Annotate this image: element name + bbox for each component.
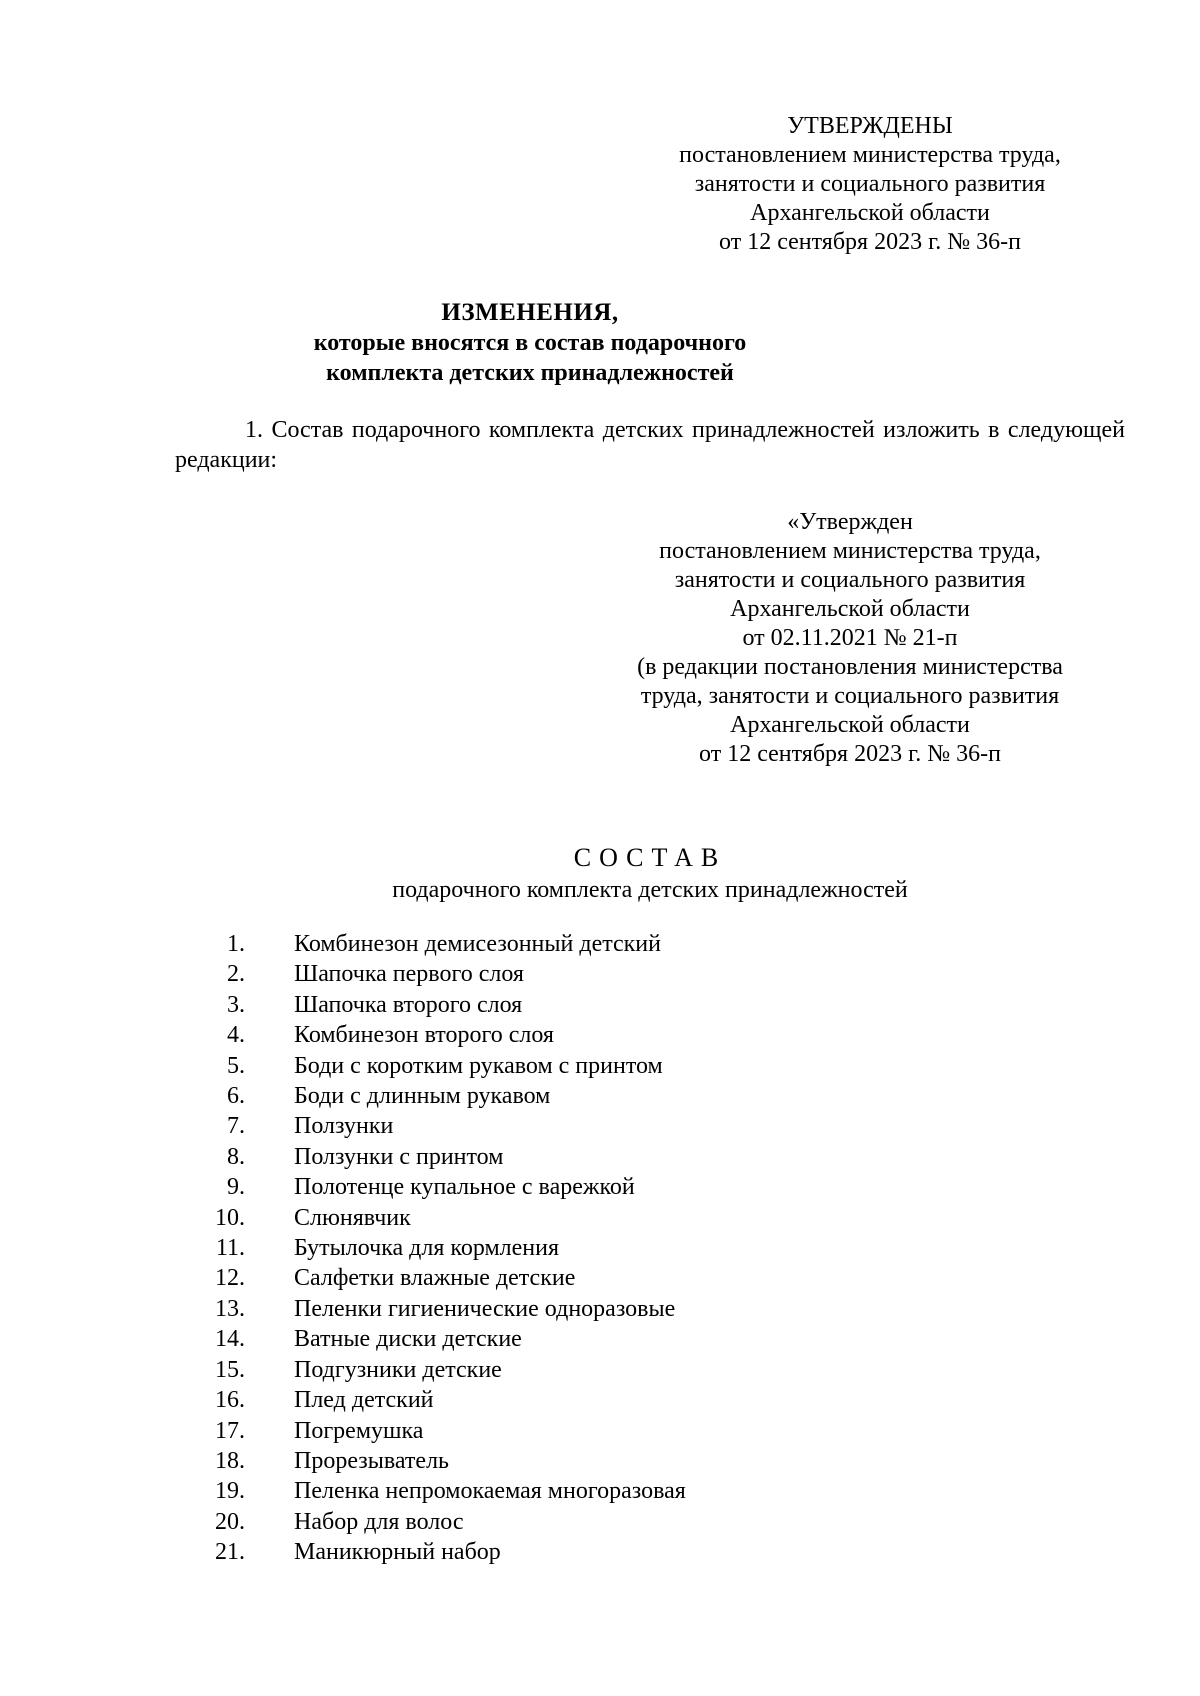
body-paragraph: 1. Состав подарочного комплекта детских принадлежностей изложить в следующей редакции:	[175, 417, 1125, 473]
list-item-text: Шапочка второго слоя	[294, 991, 523, 1018]
list-item-text: Ползунки	[294, 1113, 394, 1140]
list-item	[200, 1416, 900, 1446]
approval2-line: труда, занятости и социального развития	[640, 683, 1060, 709]
list-item-number: 19.	[215, 1478, 245, 1505]
list-item-text: Прорезыватель	[294, 1447, 449, 1474]
list-item	[200, 1081, 900, 1111]
composition-subtitle: подарочного комплекта детских принадлежностей	[392, 877, 908, 903]
approval-line: Архангельской области	[750, 200, 990, 226]
approval-line: постановлением министерства труда,	[679, 142, 1061, 168]
approval2-line: постановлением министерства труда,	[659, 538, 1041, 564]
list-item	[200, 1172, 900, 1202]
list-item-text: Слюнявчик	[294, 1204, 411, 1231]
list-item-text: Полотенце купальное с варежкой	[294, 1174, 635, 1201]
changes-heading: ИЗМЕНЕНИЯ,	[441, 299, 619, 326]
approval2-line: от 02.11.2021 № 21-п	[742, 625, 958, 651]
list-item	[200, 1355, 900, 1385]
list-item-number: 3.	[227, 991, 245, 1018]
list-item	[200, 1385, 900, 1415]
list-item-text: Комбинезон демисезонный детский	[294, 931, 661, 957]
list-item	[200, 1020, 900, 1050]
list-item	[200, 1142, 900, 1172]
list-item-text: Плед детский	[294, 1387, 434, 1414]
list-item-text: Ватные диски детские	[294, 1326, 522, 1353]
list-item	[200, 1507, 900, 1537]
list-item-text: Салфетки влажные детские	[294, 1265, 576, 1292]
list-item-number: 8.	[227, 1143, 245, 1170]
list-item	[200, 1324, 900, 1354]
approval2-line: Архангельской области	[730, 596, 970, 622]
list-item-text: Набор для волос	[294, 1508, 464, 1535]
list-item-text: Пеленка непромокаемая многоразовая	[294, 1478, 686, 1505]
list-item-text: Ползунки с принтом	[294, 1143, 504, 1170]
list-item-number: 1.	[227, 931, 245, 957]
list-item-number: 13.	[215, 1295, 245, 1322]
changes-subtitle-line: которые вносятся в состав подарочного	[313, 330, 747, 356]
list-item-number: 12.	[215, 1265, 245, 1292]
list-item	[200, 990, 900, 1020]
list-item-text: Бутылочка для кормления	[294, 1235, 560, 1262]
composition-heading: СОСТАВ	[573, 843, 727, 872]
list-item-text: Погремушка	[294, 1417, 424, 1444]
composition-title-block	[360, 842, 940, 906]
list-item	[200, 1203, 900, 1233]
list-item	[200, 1294, 900, 1324]
list-item	[200, 929, 900, 959]
list-item-text: Шапочка первого слоя	[294, 961, 524, 988]
approval-stamp-quoted	[610, 508, 1090, 769]
list-item-text: Пеленки гигиенические одноразовые	[294, 1295, 676, 1322]
list-item-number: 6.	[227, 1083, 245, 1110]
list-item-number: 15.	[215, 1356, 245, 1383]
list-item	[200, 1233, 900, 1263]
list-item	[200, 1051, 900, 1081]
list-item-number: 16.	[215, 1387, 245, 1414]
list-item-number: 21.	[215, 1539, 245, 1566]
list-item-number: 17.	[215, 1417, 245, 1444]
approval2-line: от 12 сентября 2023 г. № 36-п	[699, 741, 1001, 767]
list-item-number: 10.	[215, 1204, 245, 1231]
approval2-line: Архангельской области	[730, 712, 970, 738]
list-item	[200, 1263, 900, 1293]
list-item	[200, 1111, 900, 1141]
approval-stamp	[650, 112, 1090, 257]
list-item-text: Боди с коротким рукавом с принтом	[294, 1052, 663, 1079]
changes-title-block	[160, 298, 900, 388]
list-item	[200, 1537, 900, 1567]
list-item-number: 20.	[215, 1508, 245, 1535]
list-item-number: 4.	[227, 1022, 245, 1049]
approval2-line: занятости и социального развития	[674, 567, 1026, 593]
list-item-text: Боди с длинным рукавом	[294, 1083, 551, 1110]
list-item-number: 5.	[227, 1052, 245, 1079]
approval2-line: «Утвержден	[787, 509, 913, 535]
list-item-number: 11.	[215, 1235, 245, 1262]
list-item-number: 2.	[227, 961, 245, 988]
approval-line: от 12 сентября 2023 г. № 36-п	[719, 229, 1021, 255]
list-item	[200, 1476, 900, 1506]
approval-line: занятости и социального развития	[694, 171, 1046, 197]
changes-subtitle-line: комплекта детских принадлежностей	[326, 360, 734, 386]
approval2-line: (в редакции постановления министерства	[637, 654, 1063, 680]
approval-heading: УТВЕРЖДЕНЫ	[787, 113, 953, 139]
list-item	[200, 959, 900, 989]
list-item	[200, 1446, 900, 1476]
list-item-number: 7.	[227, 1113, 245, 1140]
list-item-number: 14.	[215, 1326, 245, 1353]
list-item-number: 9.	[227, 1174, 245, 1201]
composition-list	[200, 929, 900, 1568]
list-item-text: Подгузники детские	[294, 1356, 502, 1383]
list-item-text: Маникюрный набор	[294, 1539, 501, 1566]
list-item-text: Комбинезон второго слоя	[294, 1022, 554, 1049]
list-item-number: 18.	[215, 1447, 245, 1474]
